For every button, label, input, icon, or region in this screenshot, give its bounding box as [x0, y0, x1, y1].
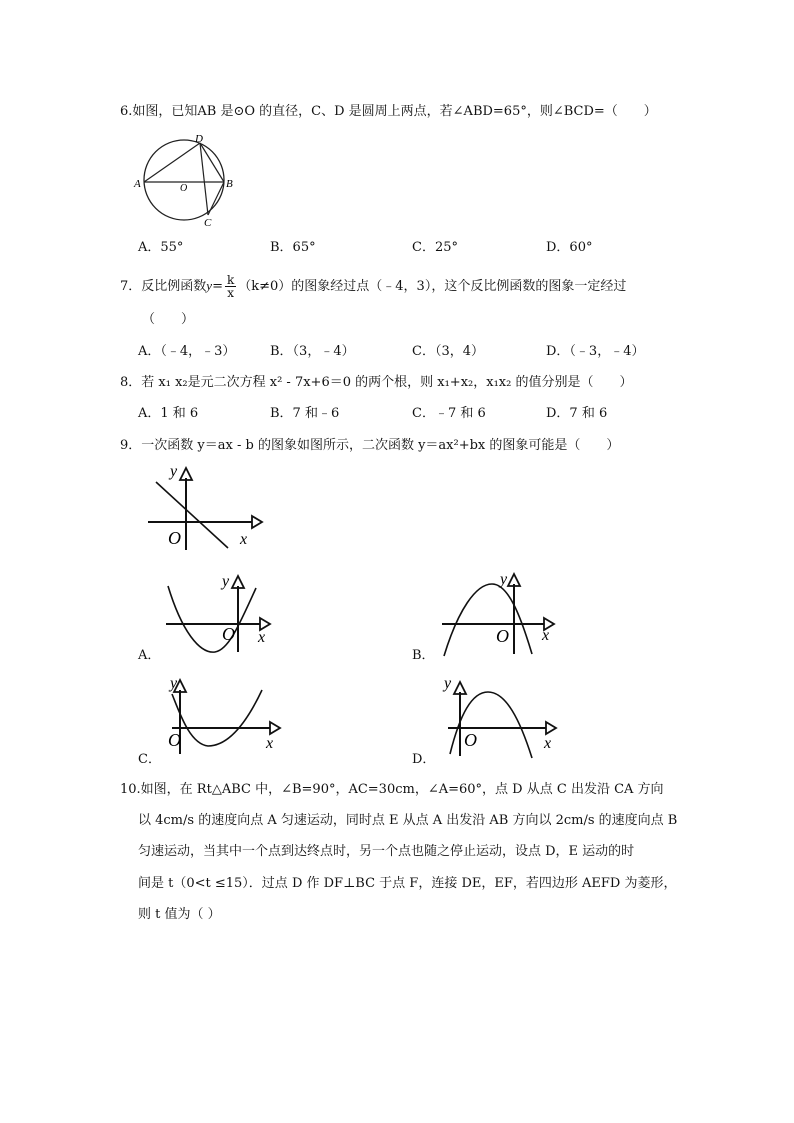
q10-line-2: 以 4cm/s 的速度向点 A 匀速运动，同时点 E 从点 A 出发沿 AB 方向以 2cm/s 的速度向点 B [138, 813, 678, 828]
q6-option-b: B．65° [270, 240, 316, 255]
axis-label-y: y [444, 675, 452, 692]
point-label-o: O [180, 183, 188, 194]
q7-stem [120, 274, 626, 299]
origin-label: O [222, 624, 235, 644]
q10-line-1: 10.如图，在 Rt△ABC 中，∠B=90°，AC=30cm，∠A=60°，点 D 从点 C 出发沿 CA 方向 [120, 782, 664, 797]
axis-label-x: x [258, 629, 266, 646]
axis-label-y: y [170, 675, 178, 692]
q8-option-a: A．1 和 6 [138, 406, 199, 421]
q7-frac-num: k [226, 273, 235, 287]
q9-option-a-graph [160, 572, 275, 662]
q10-line-3: 匀速运动，当其中一个点到达终点时，另一个点也随之停止运动，设点 D，E 运动的时 [138, 844, 635, 859]
point-label-a: A [134, 178, 141, 190]
q9-option-a-label: A． [138, 648, 161, 663]
q8-option-d: D．7 和 6 [546, 406, 608, 421]
q7-prefix: 7．反比例函数 [120, 279, 207, 294]
q10-line-5: 则 t 值为（ ） [138, 907, 221, 922]
origin-label: O [496, 626, 509, 646]
origin-label: O [168, 730, 181, 750]
q7-fraction [225, 274, 236, 299]
q9-option-c-graph [166, 674, 286, 764]
q8-stem: 8．若 x₁ x₂是元二次方程 x² - 7x+6＝0 的两个根，则 x₁+x₂，x₁x₂ 的值分别是（ ） [120, 375, 633, 390]
q7-eq: = [212, 279, 223, 294]
q8-option-b: B．7 和﹣6 [270, 406, 340, 421]
axis-label-y: y [222, 573, 230, 590]
axis-label-x: x [542, 627, 550, 644]
q9-option-b-label: B． [412, 648, 435, 663]
origin-label: O [168, 528, 181, 548]
point-label-d: D [195, 133, 203, 145]
q6-option-c: C．25° [412, 240, 458, 255]
q6-stem: 6.如图，已知AB 是⊙O 的直径，C、D 是圆周上两点，若∠ABD=65°，则∠BCD=（ ） [120, 104, 657, 119]
axis-label-x: x [266, 735, 274, 752]
q6-option-d: D．60° [546, 240, 593, 255]
axis-label-y: y [500, 571, 508, 588]
q9-option-d-graph [442, 674, 562, 766]
q6-circle-figure [134, 133, 240, 229]
q7-func-y: y [206, 278, 213, 293]
q7-option-a: A．（﹣4，﹣3） [138, 344, 236, 359]
q9-option-d-label: D． [412, 752, 436, 767]
q7-paren: （ ） [142, 312, 195, 327]
q9-linear-graph [140, 464, 265, 554]
q7-option-c: C．（3，4） [412, 344, 484, 359]
axis-label-x: x [240, 531, 248, 548]
point-label-c: C [204, 217, 212, 229]
q7-frac-den: x [227, 286, 234, 300]
q6-option-a: A．55° [138, 240, 184, 255]
point-label-b: B [226, 178, 233, 190]
q9-stem: 9．一次函数 y＝ax - b 的图象如图所示，二次函数 y＝ax²+bx 的图象可能是（ ） [120, 438, 620, 453]
origin-label: O [464, 730, 477, 750]
axis-label-x: x [544, 735, 552, 752]
q9-option-c-label: C． [138, 752, 161, 767]
q8-option-c: C．﹣7 和 6 [412, 406, 486, 421]
axis-label-y: y [170, 463, 178, 480]
q7-condition: （k≠0）的图象经过点（﹣4，3），这个反比例函数的图象一定经过 [238, 279, 627, 294]
q10-line-4: 间是 t（0<t ≤15）．过点 D 作 DF⊥BC 于点 F，连接 DE，EF，若四边形 AEFD 为菱形， [138, 876, 677, 891]
q9-option-b-graph [436, 570, 561, 660]
q7-option-b: B．（3，﹣4） [270, 344, 355, 359]
q7-option-d: D．（﹣3，﹣4） [546, 344, 645, 359]
